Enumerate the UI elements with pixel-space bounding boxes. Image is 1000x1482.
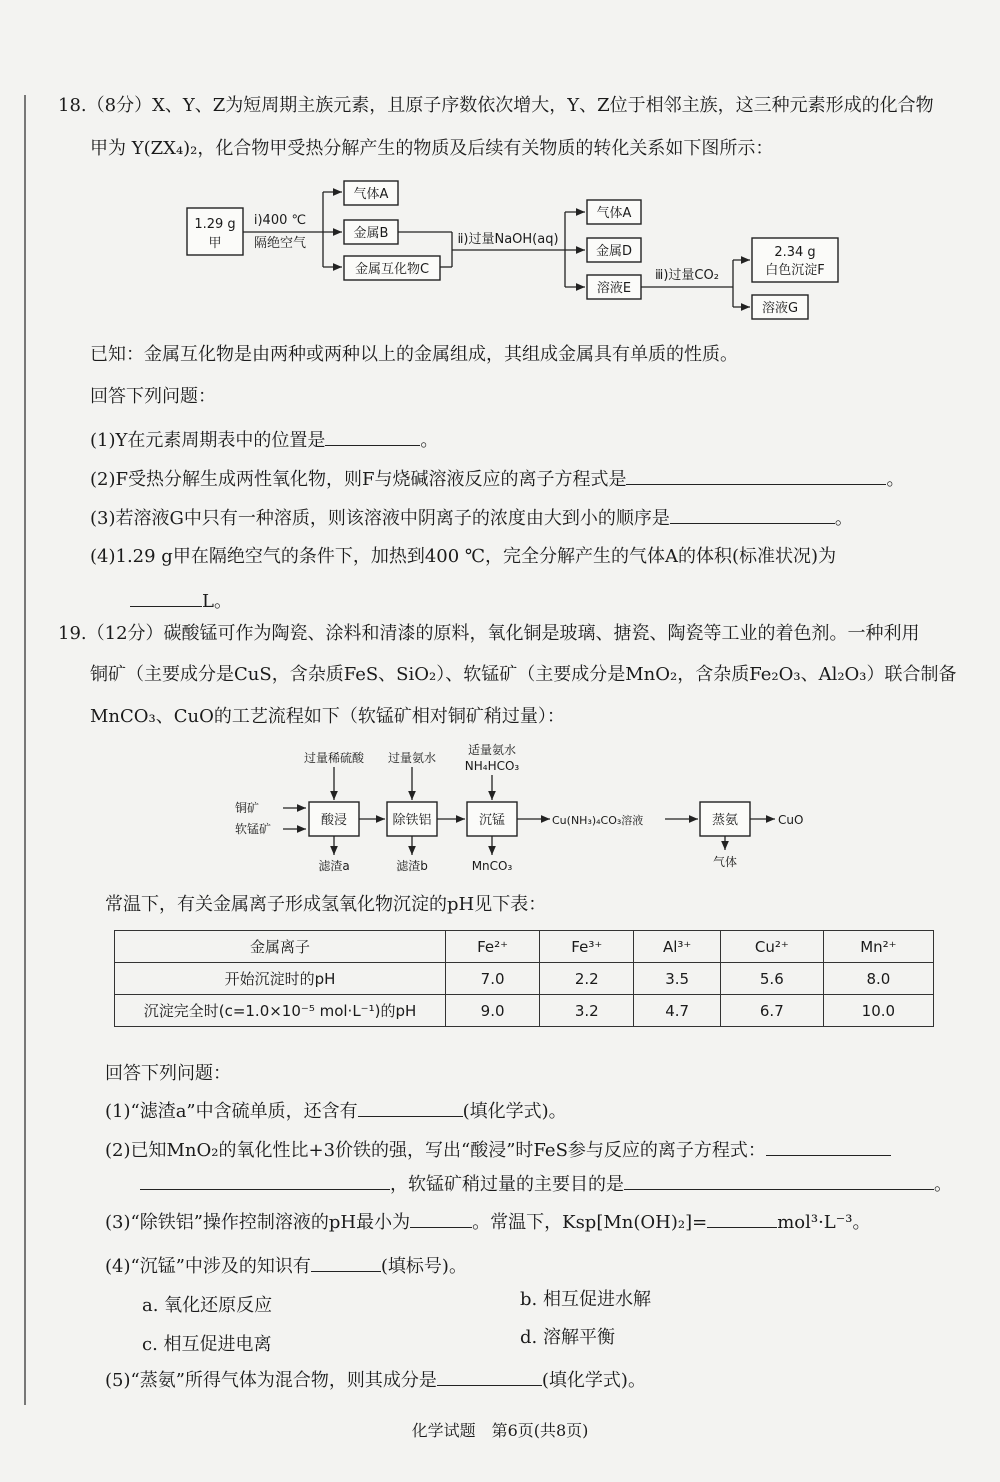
intermetallic-c-label: 金属互化物C bbox=[354, 262, 430, 277]
ph-table bbox=[114, 930, 934, 1027]
q19-part3-blank1[interactable] bbox=[410, 1209, 472, 1228]
header-cell: 金属离子 bbox=[115, 931, 446, 963]
q18-part2-end: 。 bbox=[886, 469, 905, 490]
q19-part4-end: (填标号)。 bbox=[380, 1256, 467, 1277]
page-footer: 化学试题 第6页(共8页) bbox=[411, 1421, 589, 1440]
table-cell: 10.0 bbox=[823, 995, 933, 1027]
q19-part3-text: (3)“除铁铝”操作控制溶液的pH最小为 bbox=[105, 1212, 411, 1233]
table-header-row bbox=[115, 931, 934, 963]
q19-line1: 19.（12分）碳酸锰可作为陶瓷、涂料和清漆的原料，氧化铜是玻璃、搪瓷、陶瓷等工业的着色剂。一种利用 bbox=[58, 623, 920, 644]
q18-line1: 18.（8分）X、Y、Z为短周期主族元素，且原子序数依次增大，Y、Z位于相邻主族，这三种元素形成的化合物 bbox=[58, 95, 934, 116]
q19-part5 bbox=[105, 1367, 646, 1393]
reagent-ammonia-2: 适量氨水 bbox=[467, 743, 517, 757]
header-cell: Al³⁺ bbox=[634, 931, 721, 963]
table-cell: 7.0 bbox=[446, 963, 540, 995]
q19-part3-mid: 。常温下，Ksp[Mn(OH)₂]= bbox=[472, 1212, 708, 1233]
q18-part2 bbox=[90, 466, 904, 492]
q18-flow-diagram bbox=[180, 170, 850, 330]
q19-line2: 铜矿（主要成分是CuS，含杂质FeS、SiO₂）、软锰矿（主要成分是MnO₂，含杂质Fe₂O₃、Al₂O₃）联合制备 bbox=[90, 664, 957, 685]
reagent-nh4hco3: NH₄HCO₃ bbox=[464, 759, 520, 773]
step1-atmosphere: 隔绝空气 bbox=[253, 236, 307, 251]
q19-part2-line1 bbox=[105, 1137, 891, 1163]
header-cell: Fe²⁺ bbox=[446, 931, 540, 963]
q19-option-c: c. 相互促进电离 bbox=[142, 1334, 272, 1355]
q18-part3-blank[interactable] bbox=[670, 505, 835, 524]
q19-part2-text: (2)已知MnO₂的氧化性比+3价铁的强，写出“酸浸”时FeS参与反应的离子方程式： bbox=[105, 1140, 766, 1161]
q18-part4-blank[interactable] bbox=[130, 588, 202, 607]
header-cell: Cu²⁺ bbox=[720, 931, 823, 963]
table-cell: 3.5 bbox=[634, 963, 721, 995]
metal-b-label: 金属B bbox=[353, 226, 389, 241]
margin-rule bbox=[24, 95, 26, 1405]
table-cell: 3.2 bbox=[540, 995, 634, 1027]
q18-part3-text: (3)若溶液G中只有一种溶质，则该溶液中阴离子的浓度由大到小的顺序是 bbox=[90, 508, 670, 529]
mnco3-product: MnCO₃ bbox=[471, 859, 513, 873]
precipitate-f-name: 白色沉淀F bbox=[765, 263, 825, 278]
q19-part2-end: 。 bbox=[934, 1174, 952, 1195]
q18-part2-blank[interactable] bbox=[626, 466, 886, 485]
q18-part4-line1: (4)1.29 g甲在隔绝空气的条件下，加热到400 ℃，完全分解产生的气体A的体积(标准状况)为 bbox=[90, 546, 837, 567]
q19-part5-blank[interactable] bbox=[437, 1367, 542, 1386]
table-cell: 开始沉淀时的pH bbox=[115, 963, 446, 995]
input-copper-ore: 铜矿 bbox=[235, 801, 260, 815]
precipitate-mn-label: 沉锰 bbox=[478, 813, 506, 828]
table-cell: 8.0 bbox=[823, 963, 933, 995]
metal-d-label: 金属D bbox=[595, 244, 633, 259]
q19-process-flow bbox=[230, 740, 830, 880]
q19-part2-mid: ，软锰矿稍过量的主要目的是 bbox=[390, 1174, 624, 1195]
header-cell: Fe³⁺ bbox=[540, 931, 634, 963]
acid-leach-label: 酸浸 bbox=[320, 813, 348, 828]
table-row bbox=[115, 995, 934, 1027]
cu-ammine-solution: Cu(NH₃)₄CO₃溶液 bbox=[552, 814, 644, 827]
q19-part2-line2 bbox=[140, 1171, 952, 1197]
q19-line3: MnCO₃、CuO的工艺流程如下（软锰矿相对铜矿稍过量）： bbox=[90, 706, 565, 727]
table-cell: 2.2 bbox=[540, 963, 634, 995]
step2-reagent: ⅱ)过量NaOH(aq) bbox=[457, 232, 559, 247]
q18-part1-blank[interactable] bbox=[325, 427, 420, 446]
q18-part1-end: 。 bbox=[420, 430, 439, 451]
q19-part1-end: (填化学式)。 bbox=[462, 1101, 567, 1122]
q19-part5-end: (填化学式)。 bbox=[541, 1370, 646, 1391]
q18-part4-line2 bbox=[130, 588, 232, 614]
table-cell: 沉淀完全时(c=1.0×10⁻⁵ mol·L⁻¹)的pH bbox=[115, 995, 446, 1027]
input-pyrolusite: 软锰矿 bbox=[235, 822, 272, 836]
jia-name: 甲 bbox=[208, 236, 222, 251]
reagent-sulfuric-acid: 过量稀硫酸 bbox=[303, 751, 365, 765]
residue-a: 滤渣a bbox=[318, 859, 350, 873]
table-cell: 4.7 bbox=[634, 995, 721, 1027]
q18-part1-text: (1)Y在元素周期表中的位置是 bbox=[90, 430, 326, 451]
table-row bbox=[115, 963, 934, 995]
q19-part1-blank[interactable] bbox=[358, 1098, 463, 1117]
steam-ammonia-label: 蒸氨 bbox=[711, 813, 739, 828]
q19-part3 bbox=[105, 1209, 870, 1235]
q19-part4-blank[interactable] bbox=[311, 1253, 381, 1272]
gas-a-label: 气体A bbox=[353, 187, 389, 202]
table-cell: 9.0 bbox=[446, 995, 540, 1027]
q19-part5-text: (5)“蒸氨”所得气体为混合物，则其成分是 bbox=[105, 1370, 437, 1391]
precipitate-f-mass: 2.34 g bbox=[774, 245, 816, 260]
q18-answer-intro: 回答下列问题： bbox=[90, 386, 216, 407]
gas-output: 气体 bbox=[712, 855, 738, 869]
table-cell: 5.6 bbox=[720, 963, 823, 995]
q18-part3-end: 。 bbox=[834, 508, 853, 529]
q19-part3-end: mol³·L⁻³。 bbox=[777, 1212, 871, 1233]
step3-reagent: ⅲ)过量CO₂ bbox=[655, 268, 719, 283]
q19-part4 bbox=[105, 1253, 467, 1279]
q19-option-b: b. 相互促进水解 bbox=[520, 1289, 651, 1310]
solution-e-label: 溶液E bbox=[596, 281, 632, 296]
gas-a2-label: 气体A bbox=[596, 206, 632, 221]
q18-part1 bbox=[90, 427, 438, 453]
q19-part1-text: (1)“滤渣a”中含硫单质，还含有 bbox=[105, 1101, 358, 1122]
step1-condition: ⅰ)400 ℃ bbox=[253, 213, 307, 228]
q19-option-a: a. 氧化还原反应 bbox=[142, 1295, 273, 1316]
reagent-ammonia: 过量氨水 bbox=[387, 751, 437, 765]
q18-line2: 甲为 Y(ZX₄)₂，化合物甲受热分解产生的物质及后续有关物质的转化关系如下图所示： bbox=[90, 138, 774, 159]
q19-part2-blank3[interactable] bbox=[624, 1171, 934, 1190]
q19-option-d: d. 溶解平衡 bbox=[520, 1327, 615, 1348]
q19-part2-blank2[interactable] bbox=[140, 1171, 390, 1190]
q18-known: 已知：金属互化物是由两种或两种以上的金属组成，其组成金属具有单质的性质。 bbox=[90, 344, 738, 365]
q19-part3-blank2[interactable] bbox=[707, 1209, 777, 1228]
jia-mass: 1.29 g bbox=[194, 217, 236, 232]
remove-fe-al-label: 除铁铝 bbox=[392, 813, 432, 828]
q19-part1 bbox=[105, 1098, 567, 1124]
q19-answer-intro: 回答下列问题： bbox=[105, 1063, 231, 1084]
q18-part4-end: L。 bbox=[202, 591, 232, 612]
q18-part3 bbox=[90, 505, 853, 531]
q19-part4-text: (4)“沉锰”中涉及的知识有 bbox=[105, 1256, 311, 1277]
table-cell: 6.7 bbox=[720, 995, 823, 1027]
q19-table-intro: 常温下，有关金属离子形成氢氧化物沉淀的pH见下表： bbox=[105, 894, 547, 915]
header-cell: Mn²⁺ bbox=[823, 931, 933, 963]
q19-part2-blank1[interactable] bbox=[766, 1137, 891, 1156]
solution-g-label: 溶液G bbox=[761, 301, 799, 316]
product-cuo: CuO bbox=[778, 813, 804, 827]
residue-b: 滤渣b bbox=[396, 859, 428, 873]
q18-part2-text: (2)F受热分解生成两性氧化物，则F与烧碱溶液反应的离子方程式是 bbox=[90, 469, 627, 490]
